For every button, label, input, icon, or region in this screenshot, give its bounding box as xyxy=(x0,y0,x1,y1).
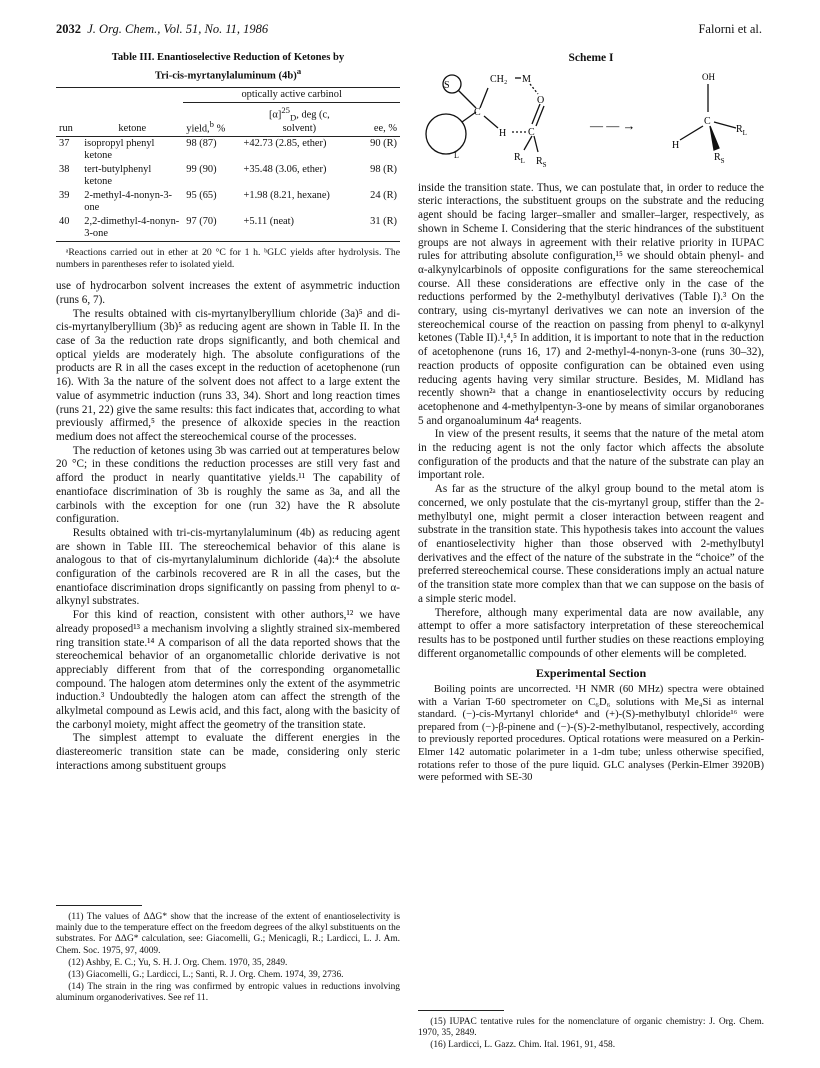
yield-cell: 98 (87) xyxy=(186,138,217,150)
col-yield-text: yield, xyxy=(186,123,210,135)
col-run: run xyxy=(56,102,81,137)
footnote-list-right xyxy=(418,1017,764,1052)
table-row xyxy=(56,163,400,189)
label-s: S xyxy=(444,79,450,91)
large-ring xyxy=(426,114,466,154)
label-rl-main: R xyxy=(514,151,521,163)
label-c1: C xyxy=(474,106,481,118)
table-title xyxy=(56,52,400,83)
table-header-row xyxy=(56,102,400,137)
ee-cell: 24 (R) xyxy=(370,190,397,202)
body-paragraph: inside the transition state. Thus, we can postulate that, in order to reduce the steric interactions, the substituent groups on the substrate and the reducing agent should be facing larger–smaller and smaller–larger, respectively, as shown in Scheme I. Considering that the steric hindrances of the substituent groups are not always in agreement with their relative priority in IUPAC rules for attributing absolute configuration,¹⁵ we should obtain phenyl- and α-alkynylcarbinols of opposite configurations for the same stereochemical course. All these considerations are effective only in the case of the reductions performed by the 2-methylbutyl derivatives (Table I).³ On the contrary, using cis-myrtanyl derivatives we can note an inversion of the stereochemical course of the reaction on passing from phenyl to α-alkynyl ketones (Table II).¹,⁴,⁵ In addition, it is important to note that in the reduction of acetophenone (runs 16, 17) and 2-methyl-4-nonyn-3-one (runs 30–32), reaction products of opposite configuration can be obtained even using reducing agents having very similar structure. Besides, M. Midland has recently shown²ᵃ that a change in enantioselectivity occurs by reducing acetophenone and 4-methylpentyn-3-one by means of similar organoboranes 5 and organoaluminum 4a⁴ reagents. xyxy=(418,181,764,427)
body-paragraph: In view of the present results, it seems that the nature of the metal atom in the reducing agent is not the only factor which affects the absolute configuration of the products and that the nature of the substrate can play an important role. xyxy=(418,428,764,482)
col-rot-rest: , deg (c, xyxy=(296,109,330,120)
footnote: (12) Ashby, E. C.; Yu, S. H. J. Org. Chem. 1970, 35, 2849. xyxy=(68,957,288,968)
yield-cell: 99 (90) xyxy=(186,164,217,176)
table-group-header-row xyxy=(56,87,400,102)
footnote: (15) IUPAC tentative rules for the nomenclature of organic chemistry: J. Org. Chem. 1970, 35, 2849. xyxy=(418,1017,764,1039)
right-body-text xyxy=(418,182,764,662)
ketone-cell: 2,2-dimethyl-4-nonyn-3-one xyxy=(81,215,183,242)
table-row xyxy=(56,215,400,242)
label-rl2 xyxy=(736,124,747,137)
table-title-line1: Table III. Enantioselective Reduction of Ketones by xyxy=(111,52,345,63)
table-title-line2: Tri-cis-myrtanylaluminum (4b) xyxy=(154,70,297,82)
col-rotation xyxy=(241,102,359,137)
body-paragraph: The results obtained with cis-myrtanylberyllium chloride (3a)⁵ and di-cis-myrtanylberyllium (3b)⁵ as reducing agent are shown in Table II. In the case of 3a the reduction rate drops significantly, and both chemical and optical yields are moderately high. The absolute configurations of the products are R in all the cases except in the reduction of acetophenone (run 16). With 3a the nature of the solvent does not affect to a large extent the value of asymmetric induction (runs 33, 34). Short and long reaction times (runs 21, 22) give the same results: this fact indicates that, according to what previously affirmed,⁵ the presence of alkoxide species in the reaction medium does not affect the stereochemical course of the processes. xyxy=(56,307,400,443)
rotation-cell: +35.48 (3.06, ether) xyxy=(243,164,327,176)
rotation-cell: +1.98 (8.21, hexane) xyxy=(243,190,330,202)
label-rl2-main: R xyxy=(736,123,743,135)
page-number: 2032 xyxy=(56,22,81,36)
rotation-cell: +42.73 (2.85, ether) xyxy=(243,138,327,150)
journal-citation: J. Org. Chem., Vol. 51, No. 11, 1986 xyxy=(87,22,269,36)
ketone-cell: tert-butylphenyl ketone xyxy=(84,164,152,188)
run-cell: 39 xyxy=(59,190,70,202)
body-paragraph: The simplest attempt to evaluate the different energies in the diastereomeric transition state can be made, considering only steric interactions among substituent groups xyxy=(56,732,400,772)
run-cell: 37 xyxy=(59,138,70,150)
yield-cell: 95 (65) xyxy=(186,190,217,202)
footnote: (11) The values of ΔΔG* show that the increase of the extent of enantioselectivity is mainly due to the temperature effect on the freedom degrees of the alkyl substituents on the substrates. For ΔΔG* calculation, see: Giacomelli, G.; Menicagli, R.; Lardicci, L. J. Am. Chem. Soc. 1975, 97, 4009. xyxy=(56,912,400,956)
col-ketone: ketone xyxy=(81,102,183,137)
experimental-paragraph: Boiling points are uncorrected. ¹H NMR (60 MHz) spectra were obtained with a Varian T-60 spectrometer on C₆D₆ solutions with Me₄Si as internal standard. (−)-cis-Myrtanyl chloride⁴ and (+)-(S)-methylbutyl chloride¹⁶ were prepared from (−)-β-pinene and (−)-(S)-2-methylbutanol, respectively, according to previously reported procedures. Optical rotations were measured on a Perkin-Elmer 142 automatic polarimeter in a 1-dm tube; unless otherwise specified, rotations refer to those of the pure liquid. GLC analyses (Perkin-Elmer 3920B) were peformed with SE-30 xyxy=(418,684,764,784)
label-m: M xyxy=(522,73,531,85)
ketone-cell: isopropyl phenyl ketone xyxy=(84,138,155,162)
ee-cell: 98 (R) xyxy=(370,164,397,176)
body-paragraph: Therefore, although many experimental data are now available, any attempt to offer a more satisfactory interpretation of these stereochemical results has to be postponed until further studies on these reactions employing different organometallic compounds of other elements will be completed. xyxy=(418,606,764,660)
left-column xyxy=(56,52,400,774)
experimental-section xyxy=(418,684,764,785)
footnote: (13) Giacomelli, G.; Lardicci, L.; Santi, R. J. Org. Chem. 1974, 39, 2736. xyxy=(68,970,344,981)
footnote: (14) The strain in the ring was confirmed by entropic values in reductions involving aluminum organoderivatives. See ref 11. xyxy=(56,982,400,1004)
body-paragraph: Results obtained with tri-cis-myrtanylaluminum (4b) as reducing agent are shown in Table III. The stereochemical behavior of this alane is analogous to that of cis-myrtanylaluminum dichloride (4a):⁴ the absolute configuration of the carbinols recovered are R in all the cases, but the enantioface discrimination drops significantly on passing from phenyl to α-alkynyl substrates. xyxy=(56,526,400,608)
label-l: L xyxy=(454,150,459,160)
label-rs2 xyxy=(714,152,725,165)
scheme-drawing xyxy=(418,68,764,174)
col-rot-sup: 25 xyxy=(281,104,290,115)
label-ch2: CH₂ xyxy=(490,73,508,85)
yield-cell: 97 (70) xyxy=(183,215,240,242)
header-authors: Falorni et al. xyxy=(698,22,762,36)
label-rl2-sub: L xyxy=(742,128,747,137)
table-row xyxy=(56,137,400,164)
left-body-text xyxy=(56,280,400,773)
col-yield-unit: % xyxy=(213,123,226,135)
col-rot-line2: solvent) xyxy=(282,123,317,135)
label-c2: C xyxy=(528,126,535,138)
label-o: O xyxy=(537,94,545,106)
reaction-arrow: — — → xyxy=(590,117,636,133)
ee-cell: 31 (R) xyxy=(358,215,400,242)
run-cell: 38 xyxy=(59,164,70,176)
label-oh: OH xyxy=(702,71,715,82)
ketone-cell: 2-methyl-4-nonyn-3-one xyxy=(84,190,173,214)
label-rs2-sub: S xyxy=(720,156,725,165)
footnote-rule xyxy=(56,905,142,906)
col-rot-bracket: [α] xyxy=(268,109,282,120)
col-ee: ee, % xyxy=(358,102,400,137)
footnote-list-left xyxy=(56,912,400,1005)
col-yield xyxy=(183,102,240,137)
col-yield-mark: b xyxy=(209,118,214,129)
table-iii xyxy=(56,87,400,243)
right-column xyxy=(418,52,764,785)
body-paragraph: As far as the structure of the alkyl group bound to the metal atom is concerned, we only postulate that the cis-myrtanyl group, stiffer than the 2-methylbutyl one, might permit a closer interaction between reagent and substrate in the transition state. This hypothesis takes into account the values of enantioselectivity higher than those observed with 2-methylbutyl derivatives and the effect of the nature of the substrate in the “choice” of the preferred stereochemical course. These considerations imply an actual nature of the transition state more complex than that we can suppose on the basis of a simple steric model. xyxy=(418,483,764,605)
run-cell: 40 xyxy=(56,215,81,242)
group-header: optically active carbinol xyxy=(183,87,400,102)
label-rs-sub: S xyxy=(542,160,547,169)
body-paragraph: The reduction of ketones using 3b was carried out at temperatures below 20 °C; in these conditions the reduction processes are still very fast and afford the product in nearly quantitative yields.¹¹ The capability of enantioface discrimination of 3b is roughly the same as 3a, and all the carbinols with the exception for one (run 32) have the R absolute configuration. xyxy=(56,444,400,526)
body-paragraph: use of hydrocarbon solvent increases the extent of asymmetric induction (runs 6, 7). xyxy=(56,280,400,306)
scheme-title: Scheme I xyxy=(568,52,614,64)
ee-cell: 90 (R) xyxy=(370,138,397,150)
footnote: (16) Lardicci, L. Gazz. Chim. Ital. 1961, 91, 458. xyxy=(430,1040,616,1051)
footnotes-right xyxy=(418,1010,764,1053)
body-paragraph: For this kind of reaction, consistent with other authors,¹² we have already proposed¹³ a mechanism involving a slightly strained six-membered ring transition state.¹⁴ A comparison of all the data reported shows that the stereochemical behavior of an organometallic chloride derivative is not appreciably different from that of the corresponding organometallic compound. The halogen atom determines only the extent of the asymmetric induction.³ Undoubtedly the halogen atom can affect the strength of the alkylmetal compound as Lewis acid, and this fact, along with the basicity of the carbonyl moiety, might affect the geometry of the transition state. xyxy=(56,609,400,731)
table-body xyxy=(56,137,400,242)
table-row xyxy=(56,189,400,215)
table-footnote: ᵃReactions carried out in ether at 20 °C for 1 h. ᵇGLC yields after hydrolysis. The numbers in parentheses refer to isolated yield. xyxy=(56,247,400,270)
label-rs xyxy=(536,156,547,169)
label-rs-main: R xyxy=(536,155,543,167)
running-header xyxy=(56,22,762,38)
table-title-mark: a xyxy=(296,65,302,76)
experimental-heading: Experimental Section xyxy=(535,666,647,681)
label-rl xyxy=(514,152,525,165)
col-rot-sub: D xyxy=(289,112,297,123)
rotation-cell: +5.11 (neat) xyxy=(241,215,359,242)
label-h2: H xyxy=(672,139,680,151)
footnote-rule-right xyxy=(418,1010,504,1011)
header-left xyxy=(56,22,268,37)
label-h1: H xyxy=(499,127,507,139)
label-rs2-main: R xyxy=(714,151,721,163)
footnotes-left xyxy=(56,905,400,1006)
label-c3: C xyxy=(704,115,711,127)
label-rl-sub: L xyxy=(520,156,525,165)
scheme-i xyxy=(418,68,764,174)
